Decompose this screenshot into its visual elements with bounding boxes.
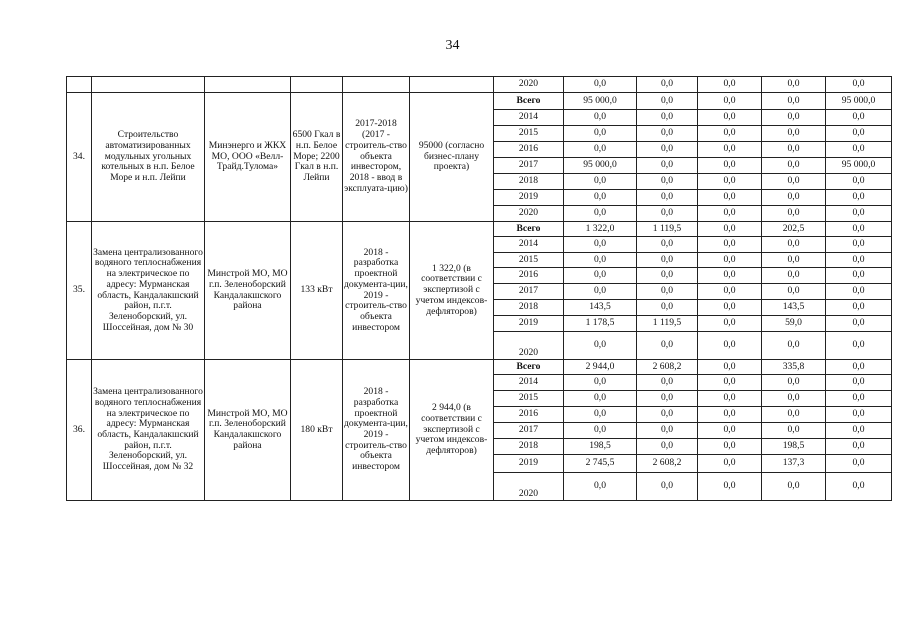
value-cell: 0,0 xyxy=(762,174,826,190)
value-cell: 0,0 xyxy=(637,126,698,142)
value-cell: 0,0 xyxy=(698,253,762,268)
empty-cell xyxy=(205,77,291,93)
value-cell: 0,0 xyxy=(698,332,762,360)
total-label-cell: Всего xyxy=(494,222,564,237)
year-cell: 2014 xyxy=(494,110,564,126)
value-cell: 0,0 xyxy=(826,300,892,316)
value-cell: 0,0 xyxy=(564,391,637,407)
table-row xyxy=(67,360,892,375)
value-cell: 0,0 xyxy=(637,473,698,501)
value-cell: 0,0 xyxy=(762,237,826,253)
value-cell: 0,0 xyxy=(698,268,762,284)
year-cell: 2016 xyxy=(494,407,564,423)
value-cell: 0,0 xyxy=(826,222,892,237)
value-cell: 0,0 xyxy=(826,253,892,268)
year-cell: 2019 xyxy=(494,455,564,473)
value-cell: 0,0 xyxy=(698,360,762,375)
value-cell: 0,0 xyxy=(637,174,698,190)
value-cell: 0,0 xyxy=(637,93,698,110)
value-cell: 0,0 xyxy=(762,206,826,222)
entry-period: 2017-2018 (2017 - строитель-ство объекта инвестором, 2018 - ввод в эксплуата-цию) xyxy=(343,93,410,222)
year-cell: 2017 xyxy=(494,158,564,174)
value-cell: 0,0 xyxy=(762,375,826,391)
value-cell: 0,0 xyxy=(698,473,762,501)
table-row xyxy=(67,222,892,237)
value-cell: 0,0 xyxy=(698,423,762,439)
value-cell: 202,5 xyxy=(762,222,826,237)
value-cell: 0,0 xyxy=(564,332,637,360)
value-cell: 0,0 xyxy=(762,253,826,268)
value-cell: 0,0 xyxy=(637,206,698,222)
value-cell: 95 000,0 xyxy=(826,93,892,110)
value-cell: 0,0 xyxy=(637,284,698,300)
year-cell: 2020 xyxy=(494,206,564,222)
value-cell: 0,0 xyxy=(762,423,826,439)
value-cell: 0,0 xyxy=(698,190,762,206)
value-cell: 0,0 xyxy=(826,237,892,253)
value-cell: 95 000,0 xyxy=(564,158,637,174)
year-cell: 2016 xyxy=(494,142,564,158)
value-cell: 0,0 xyxy=(826,391,892,407)
value-cell: 1 322,0 xyxy=(564,222,637,237)
year-cell: 2020 xyxy=(494,473,564,501)
year-cell: 2018 xyxy=(494,439,564,455)
value-cell: 0,0 xyxy=(564,375,637,391)
value-cell: 0,0 xyxy=(637,407,698,423)
value-cell: 0,0 xyxy=(698,206,762,222)
value-cell: 0,0 xyxy=(762,407,826,423)
value-cell: 0,0 xyxy=(762,126,826,142)
value-cell: 0,0 xyxy=(826,190,892,206)
value-cell: 0,0 xyxy=(762,77,826,93)
value-cell: 0,0 xyxy=(762,158,826,174)
value-cell: 0,0 xyxy=(637,375,698,391)
value-cell: 0,0 xyxy=(698,439,762,455)
value-cell: 0,0 xyxy=(762,284,826,300)
empty-cell xyxy=(92,77,205,93)
value-cell: 59,0 xyxy=(762,316,826,332)
page-number: 34 xyxy=(445,38,460,53)
value-cell: 0,0 xyxy=(637,439,698,455)
value-cell: 0,0 xyxy=(698,407,762,423)
value-cell: 0,0 xyxy=(564,407,637,423)
value-cell: 0,0 xyxy=(564,126,637,142)
value-cell: 0,0 xyxy=(826,142,892,158)
value-cell: 0,0 xyxy=(698,110,762,126)
value-cell: 0,0 xyxy=(564,110,637,126)
value-cell: 0,0 xyxy=(826,375,892,391)
value-cell: 0,0 xyxy=(826,110,892,126)
entry-capacity: 180 кВт xyxy=(291,360,343,501)
value-cell: 0,0 xyxy=(564,284,637,300)
value-cell: 143,5 xyxy=(762,300,826,316)
value-cell: 0,0 xyxy=(698,126,762,142)
empty-cell xyxy=(410,77,494,93)
value-cell: 0,0 xyxy=(564,268,637,284)
entry-number: 36. xyxy=(67,360,92,501)
value-cell: 0,0 xyxy=(826,284,892,300)
value-cell: 0,0 xyxy=(637,237,698,253)
value-cell: 0,0 xyxy=(826,316,892,332)
value-cell: 0,0 xyxy=(762,190,826,206)
value-cell: 0,0 xyxy=(637,77,698,93)
entry-cost: 1 322,0 (в соответствии с экспертизой с учетом индексов-дефляторов) xyxy=(410,222,494,360)
total-label-cell: Всего xyxy=(494,360,564,375)
value-cell: 198,5 xyxy=(564,439,637,455)
value-cell: 0,0 xyxy=(698,284,762,300)
entry-period: 2018 - разработка проектной документа-ции, 2019 - строитель-ство объекта инвестором xyxy=(343,360,410,501)
value-cell: 335,8 xyxy=(762,360,826,375)
value-cell: 0,0 xyxy=(762,110,826,126)
entry-executor: Минэнерго и ЖКХ МО, ООО «Велл-Трайд.Тулома» xyxy=(205,93,291,222)
value-cell: 0,0 xyxy=(826,332,892,360)
value-cell: 0,0 xyxy=(826,423,892,439)
value-cell: 0,0 xyxy=(564,253,637,268)
value-cell: 0,0 xyxy=(826,77,892,93)
entry-title: Строительство автоматизированных модульных угольных котельных в н.п. Белое Море и н.п. Лейпи xyxy=(92,93,205,222)
entry-title: Замена централизованного водяного теплоснабжения на электрическое по адресу: Мурманская область, Кандалакшский район, п.г.т. Зеленоборский, ул. Шоссейная, дом № 30 xyxy=(92,222,205,360)
year-cell: 2018 xyxy=(494,300,564,316)
year-cell: 2019 xyxy=(494,316,564,332)
value-cell: 0,0 xyxy=(564,423,637,439)
value-cell: 0,0 xyxy=(698,142,762,158)
value-cell: 143,5 xyxy=(564,300,637,316)
entry-capacity: 133 кВт xyxy=(291,222,343,360)
value-cell: 0,0 xyxy=(762,93,826,110)
value-cell: 0,0 xyxy=(637,423,698,439)
total-label-cell: Всего xyxy=(494,93,564,110)
value-cell: 0,0 xyxy=(564,77,637,93)
program-table xyxy=(66,76,892,501)
value-cell: 137,3 xyxy=(762,455,826,473)
value-cell: 0,0 xyxy=(762,332,826,360)
table-row xyxy=(67,93,892,110)
value-cell: 0,0 xyxy=(698,222,762,237)
value-cell: 0,0 xyxy=(826,360,892,375)
entry-executor: Минстрой МО, МО г.п. Зеленоборский Кандалакшского района xyxy=(205,360,291,501)
value-cell: 0,0 xyxy=(698,158,762,174)
value-cell: 0,0 xyxy=(698,391,762,407)
value-cell: 0,0 xyxy=(826,473,892,501)
value-cell: 0,0 xyxy=(698,237,762,253)
value-cell: 0,0 xyxy=(698,300,762,316)
year-cell: 2015 xyxy=(494,253,564,268)
value-cell: 95 000,0 xyxy=(564,93,637,110)
value-cell: 0,0 xyxy=(698,375,762,391)
entry-title: Замена централизованного водяного теплоснабжения на электрическое по адресу: Мурманская область, Кандалакшский район, п.г.т. Зеленоборский, ул. Шоссейная, дом № 32 xyxy=(92,360,205,501)
entry-cost: 2 944,0 (в соответствии с экспертизой с учетом индексов-дефляторов) xyxy=(410,360,494,501)
value-cell: 0,0 xyxy=(564,237,637,253)
year-cell: 2015 xyxy=(494,126,564,142)
value-cell: 2 608,2 xyxy=(637,455,698,473)
year-cell: 2017 xyxy=(494,284,564,300)
empty-cell xyxy=(67,77,92,93)
value-cell: 0,0 xyxy=(637,158,698,174)
value-cell: 2 944,0 xyxy=(564,360,637,375)
year-cell: 2014 xyxy=(494,375,564,391)
value-cell: 0,0 xyxy=(637,142,698,158)
value-cell: 0,0 xyxy=(564,174,637,190)
value-cell: 0,0 xyxy=(826,407,892,423)
value-cell: 1 178,5 xyxy=(564,316,637,332)
table-body xyxy=(67,77,892,501)
value-cell: 0,0 xyxy=(698,316,762,332)
year-cell: 2017 xyxy=(494,423,564,439)
value-cell: 0,0 xyxy=(698,77,762,93)
value-cell: 0,0 xyxy=(826,206,892,222)
year-cell: 2015 xyxy=(494,391,564,407)
year-cell: 2018 xyxy=(494,174,564,190)
value-cell: 0,0 xyxy=(826,439,892,455)
year-cell: 2020 xyxy=(494,332,564,360)
entry-period: 2018 - разработка проектной документа-ции, 2019 - строитель-ство объекта инвестором xyxy=(343,222,410,360)
value-cell: 0,0 xyxy=(698,455,762,473)
value-cell: 0,0 xyxy=(637,110,698,126)
value-cell: 0,0 xyxy=(564,190,637,206)
entry-number: 34. xyxy=(67,93,92,222)
empty-cell xyxy=(291,77,343,93)
value-cell: 95 000,0 xyxy=(826,158,892,174)
value-cell: 0,0 xyxy=(637,253,698,268)
value-cell: 0,0 xyxy=(637,332,698,360)
value-cell: 0,0 xyxy=(826,174,892,190)
value-cell: 0,0 xyxy=(564,206,637,222)
value-cell: 0,0 xyxy=(826,126,892,142)
value-cell: 0,0 xyxy=(762,142,826,158)
value-cell: 0,0 xyxy=(698,174,762,190)
table-row xyxy=(67,77,892,93)
entry-executor: Минстрой МО, МО г.п. Зеленоборский Кандалакшского района xyxy=(205,222,291,360)
value-cell: 198,5 xyxy=(762,439,826,455)
empty-cell xyxy=(343,77,410,93)
value-cell: 2 608,2 xyxy=(637,360,698,375)
entry-capacity: 6500 Гкал в н.п. Белое Море; 2200 Гкал в н.п. Лейпи xyxy=(291,93,343,222)
value-cell: 0,0 xyxy=(826,268,892,284)
value-cell: 2 745,5 xyxy=(564,455,637,473)
value-cell: 0,0 xyxy=(637,268,698,284)
year-cell: 2014 xyxy=(494,237,564,253)
entry-number: 35. xyxy=(67,222,92,360)
value-cell: 0,0 xyxy=(564,142,637,158)
value-cell: 0,0 xyxy=(637,300,698,316)
value-cell: 0,0 xyxy=(637,190,698,206)
value-cell: 0,0 xyxy=(762,391,826,407)
value-cell: 0,0 xyxy=(637,391,698,407)
value-cell: 0,0 xyxy=(762,473,826,501)
value-cell: 0,0 xyxy=(698,93,762,110)
value-cell: 0,0 xyxy=(762,268,826,284)
value-cell: 0,0 xyxy=(826,455,892,473)
value-cell: 1 119,5 xyxy=(637,222,698,237)
year-cell: 2016 xyxy=(494,268,564,284)
value-cell: 0,0 xyxy=(564,473,637,501)
entry-cost: 95000 (согласно бизнес-плану проекта) xyxy=(410,93,494,222)
year-cell: 2019 xyxy=(494,190,564,206)
year-cell: 2020 xyxy=(494,77,564,93)
value-cell: 1 119,5 xyxy=(637,316,698,332)
